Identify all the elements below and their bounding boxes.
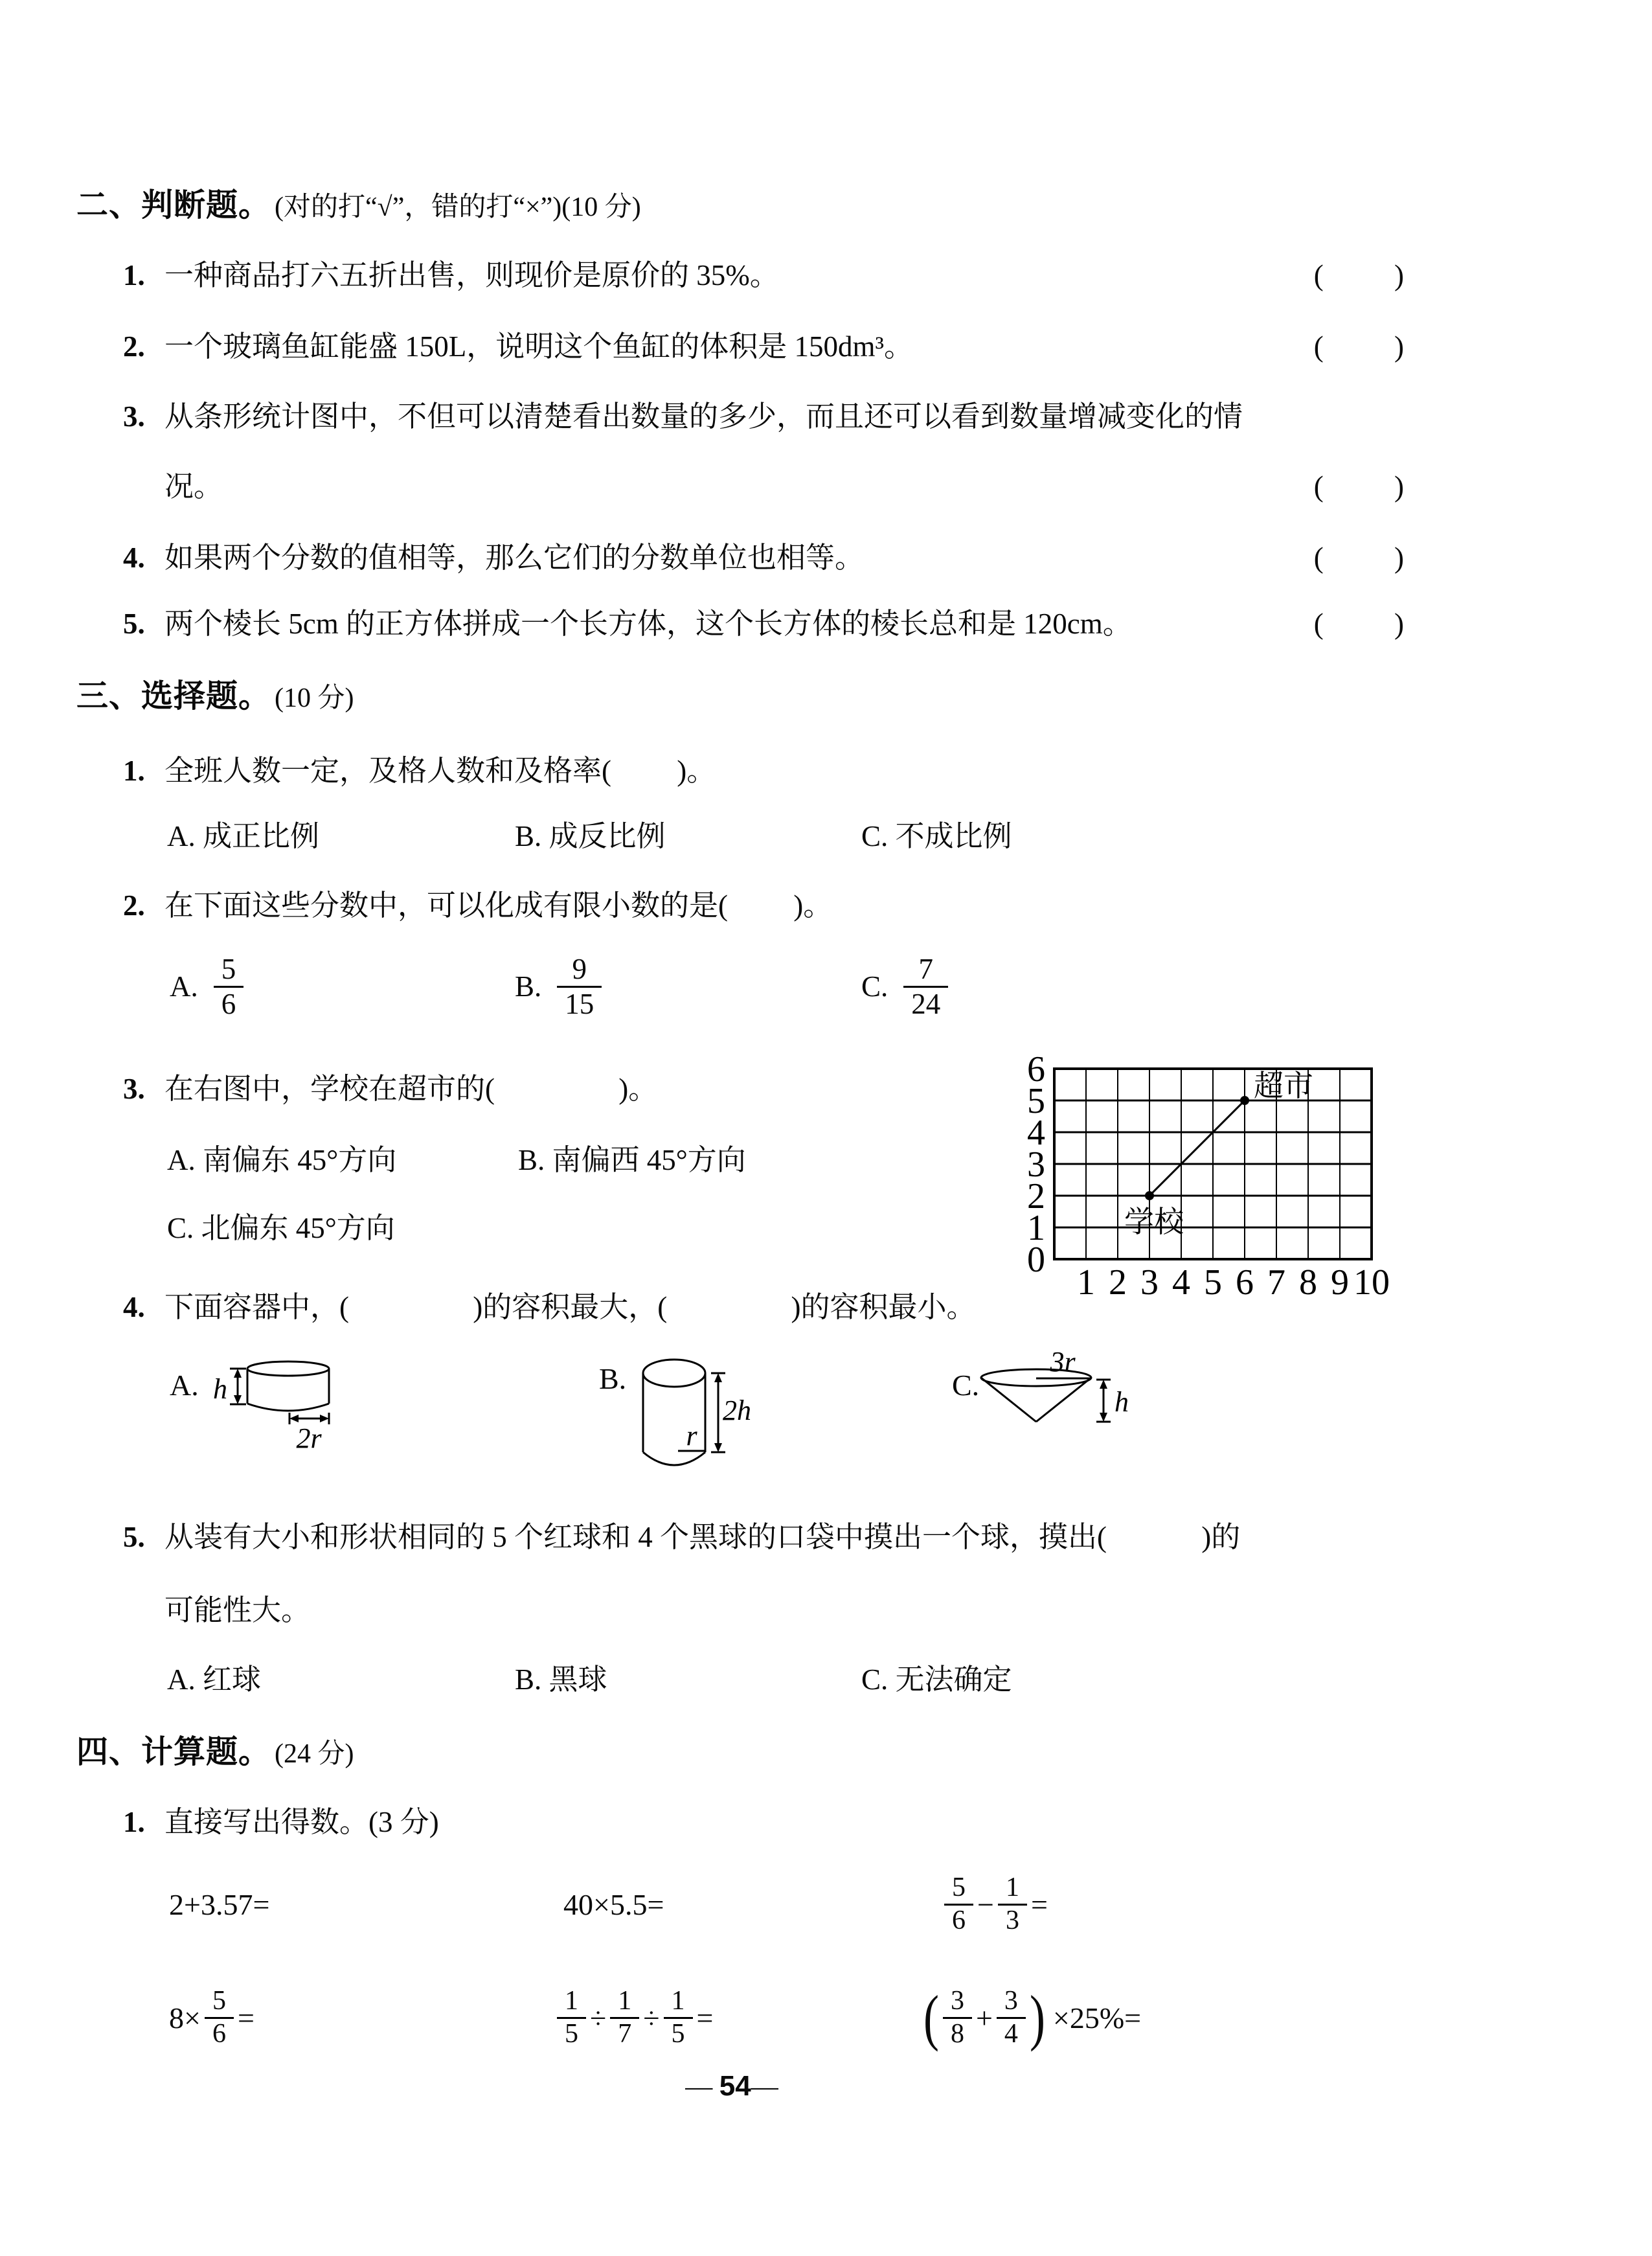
choice-q3-option-b[interactable]: B. 南偏西 45°方向 — [518, 1144, 746, 1176]
item-number: 1. — [123, 755, 145, 787]
judge-item-1 — [123, 251, 1405, 293]
fraction-denominator: 3 — [998, 1904, 1027, 1936]
x-tick-label: 8 — [1299, 1262, 1317, 1303]
item-number: 1. — [123, 1806, 145, 1838]
chart-point-label: 超市 — [1254, 1069, 1313, 1102]
x-tick-label: 6 — [1236, 1262, 1254, 1303]
question-text: 直接写出得数。(3 分) — [164, 1806, 439, 1838]
section-choice-title: 三、选择题。 — [76, 678, 271, 714]
page-number-dash-right: — — [751, 2072, 778, 2102]
math-token: + — [975, 2001, 993, 2034]
fraction — [943, 1986, 972, 2049]
section-choice-note: (10 分) — [275, 683, 354, 713]
fraction-denominator: 5 — [664, 2017, 693, 2049]
section-calc-title: 四、计算题。 — [76, 1734, 271, 1770]
choice-q5-option-a[interactable]: A. 红球 — [167, 1663, 261, 1696]
judge-item-5 — [123, 600, 1405, 642]
calc-expression — [165, 1856, 273, 1953]
fraction-denominator: 6 — [944, 1904, 973, 1936]
fraction-numerator: 5 — [952, 1873, 966, 1903]
choice-q5-line2 — [164, 1586, 310, 1628]
choice-q2-option-b[interactable] — [515, 938, 602, 1035]
dimension-3r: 3r — [1050, 1350, 1076, 1378]
chart-point-label: 学校 — [1124, 1205, 1184, 1238]
item-text: 如果两个分数的值相等，那么它们的分数单位也相等。 — [164, 541, 865, 574]
big-paren: ) — [1029, 1983, 1045, 2052]
coordinate-grid-chart — [1017, 1049, 1405, 1315]
item-text: 从条形统计图中，不但可以清楚看出数量的多少，而且还可以看到数量增减变化的情 — [164, 400, 1243, 433]
choice-q1-option-c[interactable]: C. 不成比例 — [861, 820, 1012, 852]
fraction-numerator: 5 — [212, 1986, 226, 2016]
fraction-denominator: 24 — [903, 986, 948, 1020]
math-token: = — [1030, 1887, 1048, 1921]
fraction-numerator: 3 — [950, 1986, 964, 2016]
calc-q1 — [123, 1798, 439, 1840]
chart-point — [1240, 1096, 1249, 1105]
dimension-2h: 2h — [723, 1395, 751, 1426]
question-text: 从装有大小和形状相同的 5 个红球和 4 个黑球的口袋中摸出一个球，摸出( )的 — [164, 1521, 1241, 1553]
math-token: ÷ — [643, 2001, 660, 2034]
fraction — [997, 1986, 1026, 2049]
section-calc-note: (24 分) — [275, 1739, 354, 1769]
choice-q4 — [123, 1283, 975, 1325]
calc-expression — [920, 1969, 1145, 2066]
math-token: ÷ — [590, 2001, 607, 2034]
cylinder-figure-a — [194, 1350, 343, 1454]
fraction — [664, 1986, 693, 2049]
question-text: 在右图中，学校在超市的( )。 — [164, 1073, 658, 1105]
figure-a-label: A. — [170, 1369, 199, 1402]
x-tick-label: 9 — [1331, 1262, 1349, 1303]
section-choice-header — [76, 671, 354, 716]
choice-q1-option-a[interactable]: A. 成正比例 — [167, 820, 319, 852]
fraction — [557, 1986, 586, 2049]
x-tick-label: 1 — [1077, 1262, 1095, 1303]
choice-q1-option-b[interactable]: B. 成反比例 — [515, 820, 666, 852]
fraction-denominator: 6 — [205, 2017, 234, 2049]
fraction-denominator: 5 — [557, 2017, 586, 2049]
math-token: 2+3.57= — [169, 1887, 270, 1921]
fraction-numerator: 1 — [1005, 1873, 1019, 1903]
fraction-numerator: 1 — [565, 1986, 578, 2016]
choice-q2 — [123, 882, 832, 924]
x-tick-label: 10 — [1353, 1262, 1390, 1303]
chart-point — [1145, 1191, 1154, 1200]
question-text: 可能性大。 — [164, 1594, 311, 1626]
x-tick-label: 3 — [1140, 1262, 1159, 1303]
fraction-numerator: 1 — [671, 1986, 685, 2016]
answer-blank[interactable]: ( ) — [1313, 259, 1405, 291]
fraction-denominator: 6 — [214, 986, 244, 1020]
section-judge-note: (对的打“√”，错的打“×”)(10 分) — [275, 192, 641, 222]
y-tick-label: 2 — [1027, 1176, 1045, 1216]
item-number: 3. — [123, 400, 145, 433]
dimension-r: r — [686, 1420, 697, 1452]
cylinder-figure-b — [622, 1350, 771, 1474]
calc-expression — [557, 1969, 717, 2066]
option-label: B. — [515, 970, 542, 1003]
big-paren: ( — [923, 1983, 939, 2052]
y-tick-label: 1 — [1027, 1208, 1045, 1248]
calc-expression — [165, 1969, 258, 2066]
choice-q5-option-b[interactable]: B. 黑球 — [515, 1663, 607, 1696]
choice-q5-line1 — [123, 1513, 1240, 1555]
item-number: 5. — [123, 608, 145, 640]
fraction — [557, 953, 602, 1020]
cone-figure-c — [971, 1350, 1146, 1435]
choice-q3-option-c[interactable]: C. 北偏东 45°方向 — [167, 1212, 395, 1244]
calc-expression — [560, 1856, 668, 1953]
answer-blank[interactable]: ( ) — [1313, 608, 1405, 640]
item-number: 2. — [123, 330, 145, 363]
item-number: 2. — [123, 889, 145, 922]
y-tick-label: 4 — [1027, 1113, 1045, 1153]
section-judge-header — [76, 180, 641, 225]
math-token: = — [696, 2001, 714, 2034]
choice-q2-option-a[interactable] — [170, 938, 243, 1035]
question-text: 下面容器中，( )的容积最大，( )的容积最小。 — [164, 1291, 976, 1323]
item-number: 4. — [123, 541, 145, 574]
page-number-value: 54 — [719, 2070, 751, 2102]
answer-blank[interactable]: ( ) — [1313, 470, 1405, 503]
figure-c-label: C. — [952, 1369, 980, 1402]
fraction — [903, 953, 948, 1020]
fraction — [214, 953, 244, 1020]
choice-q5-option-c[interactable]: C. 无法确定 — [861, 1663, 1012, 1696]
item-number: 1. — [123, 259, 145, 291]
dimension-h: h — [1115, 1386, 1129, 1418]
fraction — [610, 1986, 639, 2049]
item-text: 一个玻璃鱼缸能盛 150L，说明这个鱼缸的体积是 150dm³。 — [164, 330, 913, 363]
fraction-numerator: 9 — [572, 953, 587, 986]
fraction — [944, 1873, 973, 1935]
x-tick-label: 7 — [1267, 1262, 1285, 1303]
fraction — [205, 1986, 234, 2049]
y-tick-label: 3 — [1027, 1145, 1045, 1185]
judge-item-4 — [123, 534, 1405, 576]
fraction-denominator: 8 — [943, 2017, 972, 2049]
y-tick-label: 6 — [1027, 1049, 1045, 1089]
answer-blank[interactable]: ( ) — [1313, 541, 1405, 574]
figure-b-label: B. — [599, 1362, 627, 1395]
question-text: 全班人数一定，及格人数和及格率( )。 — [164, 755, 716, 787]
judge-item-3-line1 — [123, 393, 1405, 435]
fraction-numerator: 1 — [618, 1986, 632, 2016]
math-token: − — [977, 1887, 994, 1921]
x-tick-label: 4 — [1172, 1262, 1190, 1303]
fraction-denominator: 15 — [557, 986, 602, 1020]
fraction-numerator: 5 — [221, 953, 236, 986]
choice-q1 — [123, 747, 716, 789]
judge-item-3-line2 — [164, 462, 1405, 505]
question-text: 在下面这些分数中，可以化成有限小数的是( )。 — [164, 889, 833, 922]
fraction-denominator: 7 — [610, 2017, 639, 2049]
item-number: 4. — [123, 1291, 145, 1323]
fraction — [998, 1873, 1027, 1935]
page-number — [615, 2070, 848, 2102]
fraction-numerator: 3 — [1004, 1986, 1018, 2016]
math-token: 8× — [169, 2001, 201, 2034]
item-number: 3. — [123, 1073, 145, 1105]
calc-expression — [944, 1856, 1052, 1953]
item-text: 两个棱长 5cm 的正方体拼成一个长方体，这个长方体的棱长总和是 120cm。 — [164, 608, 1132, 640]
choice-q3 — [123, 1065, 657, 1107]
dimension-2r: 2r — [296, 1422, 322, 1454]
section-calc-header — [76, 1727, 354, 1772]
option-label: A. — [170, 970, 198, 1003]
section-judge-title: 二、判断题。 — [76, 187, 271, 223]
answer-blank[interactable]: ( ) — [1313, 330, 1405, 363]
x-tick-label: 5 — [1204, 1262, 1222, 1303]
math-token: = — [237, 2001, 255, 2034]
choice-q2-option-c[interactable] — [861, 938, 948, 1035]
judge-item-2 — [123, 323, 1405, 365]
choice-q3-option-a[interactable]: A. 南偏东 45°方向 — [167, 1144, 397, 1176]
fraction-denominator: 4 — [997, 2017, 1026, 2049]
fraction-numerator: 7 — [918, 953, 934, 986]
item-text: 一种商品打六五折出售，则现价是原价的 35%。 — [164, 259, 779, 291]
y-tick-label: 5 — [1027, 1081, 1045, 1121]
item-text: 况。 — [164, 470, 223, 503]
math-token: ×25%= — [1052, 2001, 1142, 2034]
option-label: C. — [861, 970, 888, 1003]
item-number: 5. — [123, 1521, 145, 1553]
y-tick-label: 0 — [1027, 1240, 1045, 1280]
page-number-dash-left: — — [685, 2072, 719, 2102]
math-token: 40×5.5= — [563, 1887, 664, 1921]
dimension-h: h — [213, 1373, 227, 1405]
x-tick-label: 2 — [1109, 1262, 1127, 1303]
